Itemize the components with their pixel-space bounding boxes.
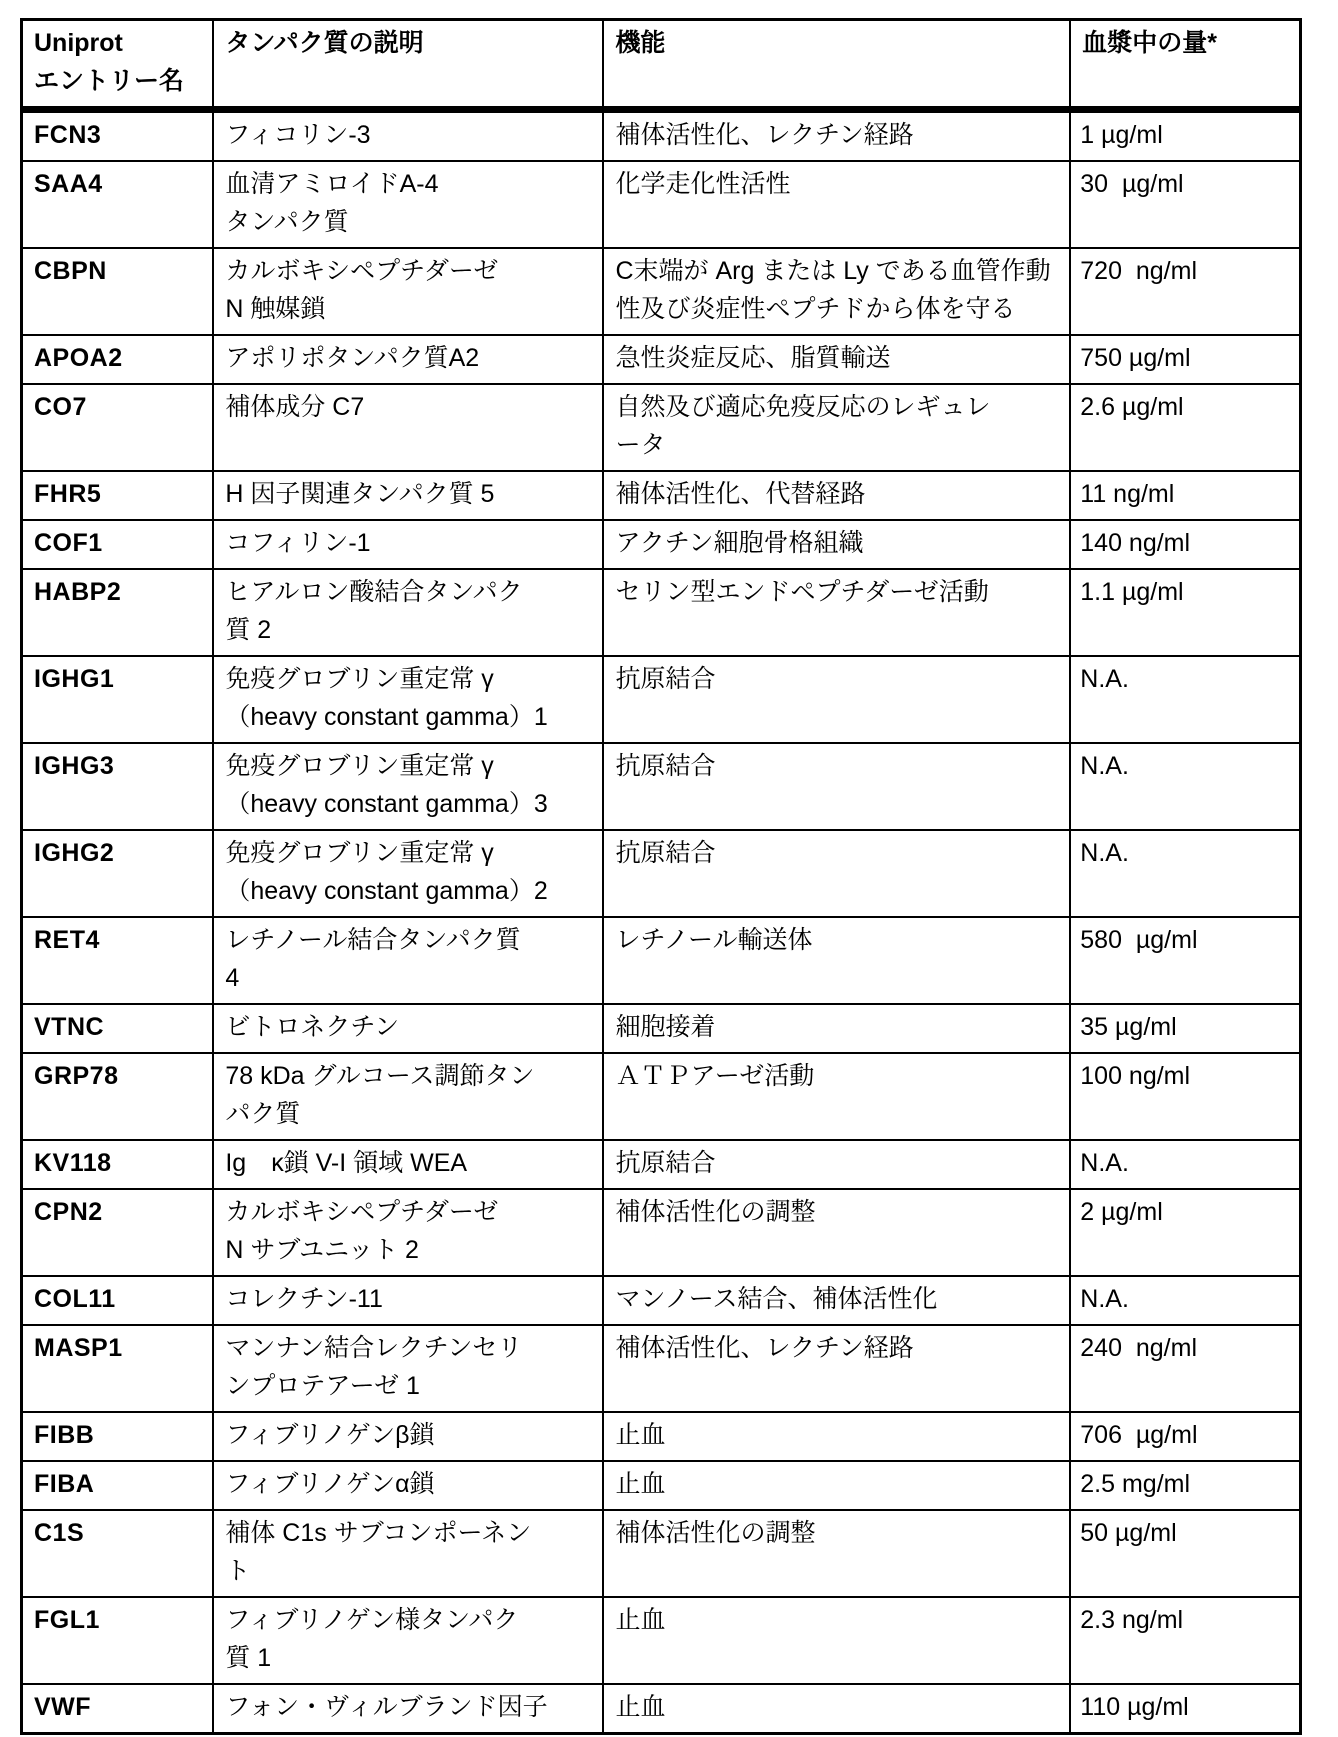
table-row xyxy=(22,1510,1301,1597)
uniprot-entry-cell: CPN2 xyxy=(22,1189,214,1276)
uniprot-entry-cell: IGHG3 xyxy=(22,743,214,830)
protein-description-cell: 免疫グロブリン重定常 γ （heavy constant gamma）3 xyxy=(213,743,603,830)
function-cell: 細胞接着 xyxy=(603,1004,1070,1053)
plasma-amount-cell: 110 µg/ml xyxy=(1070,1684,1300,1734)
function-cell: 止血 xyxy=(603,1597,1070,1684)
protein-description-cell: H 因子関連タンパク質 5 xyxy=(213,471,603,520)
table-row xyxy=(22,471,1301,520)
function-cell: 止血 xyxy=(603,1684,1070,1734)
protein-table xyxy=(20,18,1302,1735)
uniprot-entry-cell: IGHG1 xyxy=(22,656,214,743)
function-cell: 抗原結合 xyxy=(603,830,1070,917)
table-row xyxy=(22,917,1301,1004)
function-cell: 抗原結合 xyxy=(603,1140,1070,1189)
function-cell: 抗原結合 xyxy=(603,656,1070,743)
table-row xyxy=(22,110,1301,162)
uniprot-entry-cell: COF1 xyxy=(22,520,214,569)
uniprot-entry-cell: KV118 xyxy=(22,1140,214,1189)
protein-description-cell: Ig κ鎖 V-I 領域 WEA xyxy=(213,1140,603,1189)
protein-description-cell: アポリポタンパク質A2 xyxy=(213,335,603,384)
function-cell: セリン型エンドペプチダーゼ活動 xyxy=(603,569,1070,656)
uniprot-entry-cell: APOA2 xyxy=(22,335,214,384)
table-row xyxy=(22,656,1301,743)
uniprot-entry-cell: HABP2 xyxy=(22,569,214,656)
uniprot-entry-cell: FIBB xyxy=(22,1412,214,1461)
table-row xyxy=(22,1189,1301,1276)
plasma-amount-cell: N.A. xyxy=(1070,656,1300,743)
plasma-amount-cell: 2.3 ng/ml xyxy=(1070,1597,1300,1684)
protein-description-cell: フィブリノゲンβ鎖 xyxy=(213,1412,603,1461)
plasma-amount-cell: N.A. xyxy=(1070,1276,1300,1325)
table-row xyxy=(22,1461,1301,1510)
protein-description-cell: 補体 C1s サブコンポーネン ト xyxy=(213,1510,603,1597)
protein-description-cell: 免疫グロブリン重定常 γ （heavy constant gamma）2 xyxy=(213,830,603,917)
uniprot-entry-cell: FCN3 xyxy=(22,110,214,162)
column-header-uniprot-entry: Uniprot エントリー名 xyxy=(22,20,214,110)
function-cell: マンノース結合、補体活性化 xyxy=(603,1276,1070,1325)
function-cell: C末端が Arg または Ly である血管作動性及び炎症性ペプチドから体を守る xyxy=(603,248,1070,335)
uniprot-entry-cell: RET4 xyxy=(22,917,214,1004)
protein-description-cell: ビトロネクチン xyxy=(213,1004,603,1053)
protein-description-cell: フィコリン-3 xyxy=(213,110,603,162)
protein-description-cell: コレクチン-11 xyxy=(213,1276,603,1325)
table-row xyxy=(22,248,1301,335)
plasma-amount-cell: 100 ng/ml xyxy=(1070,1053,1300,1140)
plasma-amount-cell: 2 µg/ml xyxy=(1070,1189,1300,1276)
protein-description-cell: ヒアルロン酸結合タンパク 質 2 xyxy=(213,569,603,656)
function-cell: アクチン細胞骨格組織 xyxy=(603,520,1070,569)
uniprot-entry-cell: FHR5 xyxy=(22,471,214,520)
uniprot-entry-cell: FGL1 xyxy=(22,1597,214,1684)
uniprot-entry-cell: SAA4 xyxy=(22,161,214,248)
function-cell: 急性炎症反応、脂質輸送 xyxy=(603,335,1070,384)
table-row xyxy=(22,335,1301,384)
table-row xyxy=(22,1004,1301,1053)
column-header-plasma-amount: 血漿中の量* xyxy=(1070,20,1300,110)
plasma-amount-cell: 50 µg/ml xyxy=(1070,1510,1300,1597)
function-cell: 補体活性化、レクチン経路 xyxy=(603,1325,1070,1412)
protein-description-cell: フォン・ヴィルブランド因子 xyxy=(213,1684,603,1734)
column-header-protein-description: タンパク質の説明 xyxy=(213,20,603,110)
uniprot-entry-cell: MASP1 xyxy=(22,1325,214,1412)
protein-description-cell: フィブリノゲン様タンパク 質 1 xyxy=(213,1597,603,1684)
table-row xyxy=(22,1412,1301,1461)
plasma-amount-cell: 1.1 µg/ml xyxy=(1070,569,1300,656)
function-cell: 補体活性化の調整 xyxy=(603,1189,1070,1276)
function-cell: ＡＴＰアーゼ活動 xyxy=(603,1053,1070,1140)
protein-description-cell: 補体成分 C7 xyxy=(213,384,603,471)
uniprot-entry-cell: COL11 xyxy=(22,1276,214,1325)
table-row xyxy=(22,1597,1301,1684)
uniprot-entry-cell: CO7 xyxy=(22,384,214,471)
plasma-amount-cell: 30 µg/ml xyxy=(1070,161,1300,248)
plasma-amount-cell: N.A. xyxy=(1070,830,1300,917)
table-body xyxy=(22,110,1301,1734)
plasma-amount-cell: N.A. xyxy=(1070,743,1300,830)
protein-description-cell: 血清アミロイドA-4 タンパク質 xyxy=(213,161,603,248)
column-header-function: 機能 xyxy=(603,20,1070,110)
plasma-amount-cell: 1 µg/ml xyxy=(1070,110,1300,162)
function-cell: 止血 xyxy=(603,1412,1070,1461)
uniprot-entry-cell: FIBA xyxy=(22,1461,214,1510)
uniprot-entry-cell: IGHG2 xyxy=(22,830,214,917)
table-row xyxy=(22,1140,1301,1189)
uniprot-entry-cell: C1S xyxy=(22,1510,214,1597)
plasma-amount-cell: 35 µg/ml xyxy=(1070,1004,1300,1053)
function-cell: 補体活性化、レクチン経路 xyxy=(603,110,1070,162)
plasma-amount-cell: 140 ng/ml xyxy=(1070,520,1300,569)
plasma-amount-cell: 2.5 mg/ml xyxy=(1070,1461,1300,1510)
plasma-amount-cell: 580 µg/ml xyxy=(1070,917,1300,1004)
plasma-amount-cell: 2.6 µg/ml xyxy=(1070,384,1300,471)
plasma-amount-cell: 750 µg/ml xyxy=(1070,335,1300,384)
protein-description-cell: カルボキシペプチダーゼ N サブユニット 2 xyxy=(213,1189,603,1276)
plasma-amount-cell: 11 ng/ml xyxy=(1070,471,1300,520)
header-row xyxy=(22,20,1301,110)
table-row xyxy=(22,743,1301,830)
protein-description-cell: レチノール結合タンパク質 4 xyxy=(213,917,603,1004)
uniprot-entry-cell: VTNC xyxy=(22,1004,214,1053)
function-cell: レチノール輸送体 xyxy=(603,917,1070,1004)
plasma-amount-cell: 240 ng/ml xyxy=(1070,1325,1300,1412)
table-row xyxy=(22,161,1301,248)
uniprot-entry-cell: CBPN xyxy=(22,248,214,335)
function-cell: 補体活性化の調整 xyxy=(603,1510,1070,1597)
protein-description-cell: フィブリノゲンα鎖 xyxy=(213,1461,603,1510)
function-cell: 止血 xyxy=(603,1461,1070,1510)
table-row xyxy=(22,830,1301,917)
plasma-amount-cell: 720 ng/ml xyxy=(1070,248,1300,335)
table-row xyxy=(22,1276,1301,1325)
protein-description-cell: コフィリン-1 xyxy=(213,520,603,569)
table-row xyxy=(22,1053,1301,1140)
plasma-amount-cell: 706 µg/ml xyxy=(1070,1412,1300,1461)
table-row xyxy=(22,520,1301,569)
uniprot-entry-cell: VWF xyxy=(22,1684,214,1734)
function-cell: 抗原結合 xyxy=(603,743,1070,830)
table-row xyxy=(22,1684,1301,1734)
protein-description-cell: 免疫グロブリン重定常 γ （heavy constant gamma）1 xyxy=(213,656,603,743)
function-cell: 自然及び適応免疫反応のレギュレ ータ xyxy=(603,384,1070,471)
table-row xyxy=(22,384,1301,471)
plasma-amount-cell: N.A. xyxy=(1070,1140,1300,1189)
protein-description-cell: カルボキシペプチダーゼ N 触媒鎖 xyxy=(213,248,603,335)
function-cell: 補体活性化、代替経路 xyxy=(603,471,1070,520)
table-row xyxy=(22,569,1301,656)
protein-description-cell: マンナン結合レクチンセリ ンプロテアーゼ 1 xyxy=(213,1325,603,1412)
function-cell: 化学走化性活性 xyxy=(603,161,1070,248)
uniprot-entry-cell: GRP78 xyxy=(22,1053,214,1140)
table-row xyxy=(22,1325,1301,1412)
protein-description-cell: 78 kDa グルコース調節タン パク質 xyxy=(213,1053,603,1140)
